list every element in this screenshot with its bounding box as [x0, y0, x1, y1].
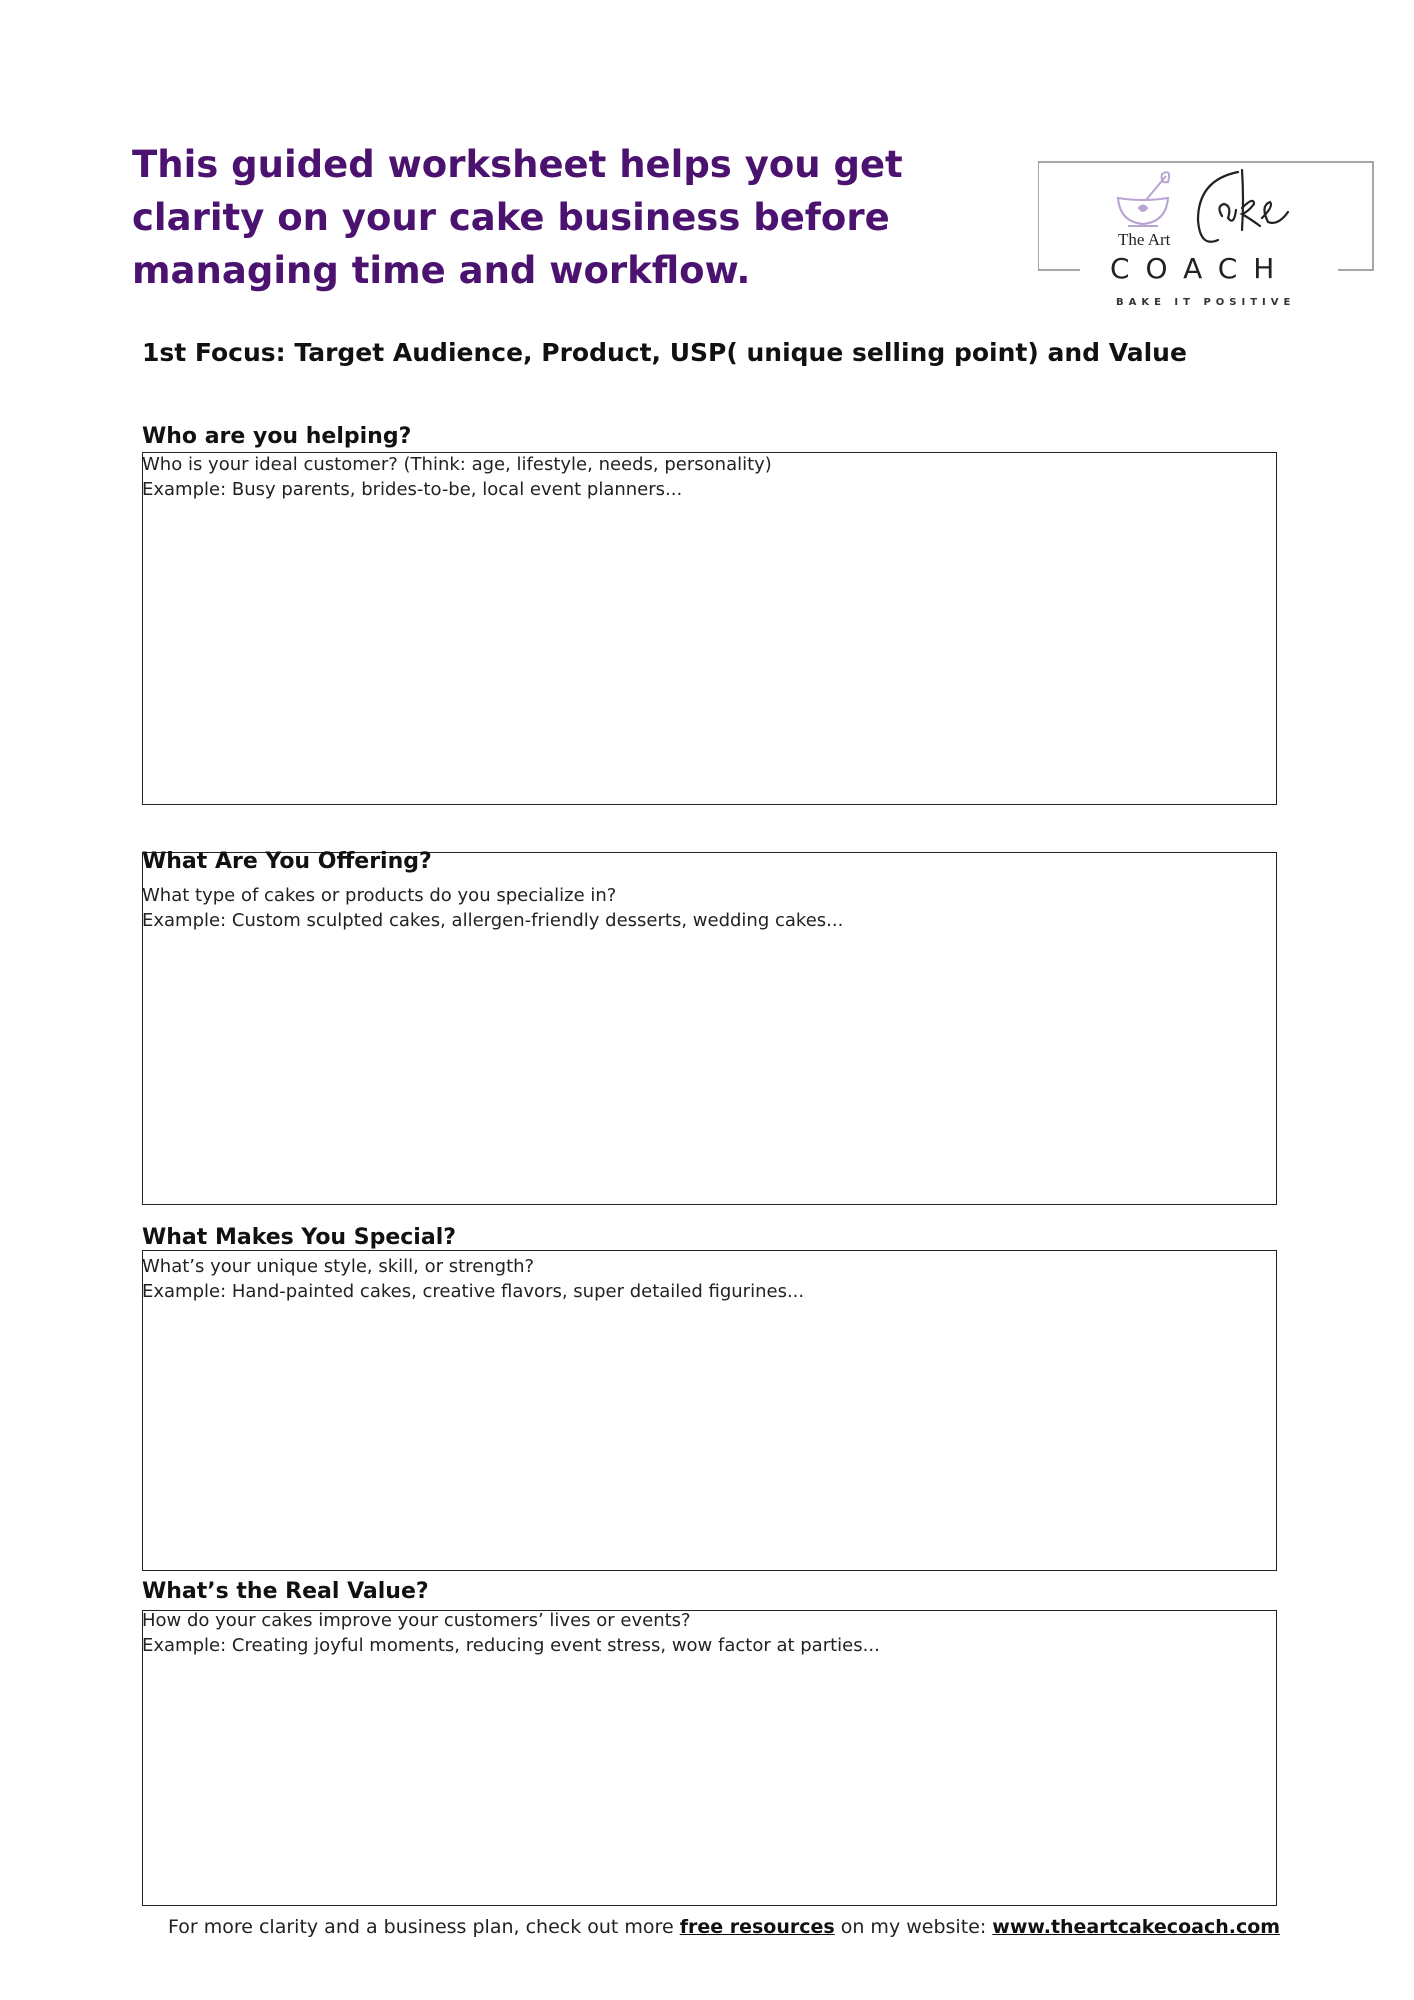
- section-title-who-helping: Who are you helping?: [142, 424, 412, 449]
- example-real-value: Example: Creating joyful moments, reducing event stress, wow factor at parties...: [142, 1635, 880, 1656]
- answer-box-who-helping[interactable]: [142, 452, 1277, 805]
- footer-text-middle: on my website:: [834, 1916, 993, 1938]
- footer-note: [168, 1916, 1280, 1938]
- art-cake-coach-logo: [1038, 160, 1374, 315]
- footer-text-before: For more clarity and a business plan, check out more: [168, 1916, 680, 1938]
- logo-the-art: The Art: [1118, 230, 1171, 249]
- logo-coach: COACH: [1110, 252, 1291, 285]
- focus-heading: 1st Focus: Target Audience, Product, USP( unique selling point) and Value: [142, 338, 1187, 367]
- example-special: Example: Hand-painted cakes, creative flavors, super detailed figurines...: [142, 1281, 805, 1302]
- cake-script-icon: [1198, 170, 1288, 242]
- section-title-offering: What Are You Offering?: [142, 849, 432, 874]
- prompt-real-value: How do your cakes improve your customers’ lives or events?: [142, 1610, 691, 1631]
- prompt-special: What’s your unique style, skill, or strength?: [142, 1256, 535, 1277]
- mixing-bowl-icon: [1118, 172, 1169, 226]
- prompt-who-helping: Who is your ideal customer? (Think: age, lifestyle, needs, personality): [142, 454, 772, 475]
- headline-line-3: managing time and workflow.: [132, 249, 751, 292]
- worksheet-headline: [132, 138, 912, 297]
- example-who-helping: Example: Busy parents, brides-to-be, local event planners...: [142, 479, 683, 500]
- example-offering: Example: Custom sculpted cakes, allergen-friendly desserts, wedding cakes...: [142, 910, 844, 931]
- website-link[interactable]: www.theartcakecoach.com: [992, 1916, 1281, 1938]
- headline-line-2: clarity on your cake business before: [132, 196, 890, 239]
- logo-frame-icon: [1038, 160, 1374, 315]
- headline-line-1: This guided worksheet helps you get: [132, 143, 903, 186]
- free-resources-link[interactable]: free resources: [679, 1916, 835, 1938]
- section-title-real-value: What’s the Real Value?: [142, 1579, 429, 1604]
- prompt-offering: What type of cakes or products do you specialize in?: [142, 885, 617, 906]
- logo-tagline: BAKE IT POSITIVE: [1116, 297, 1296, 308]
- section-title-special: What Makes You Special?: [142, 1225, 456, 1250]
